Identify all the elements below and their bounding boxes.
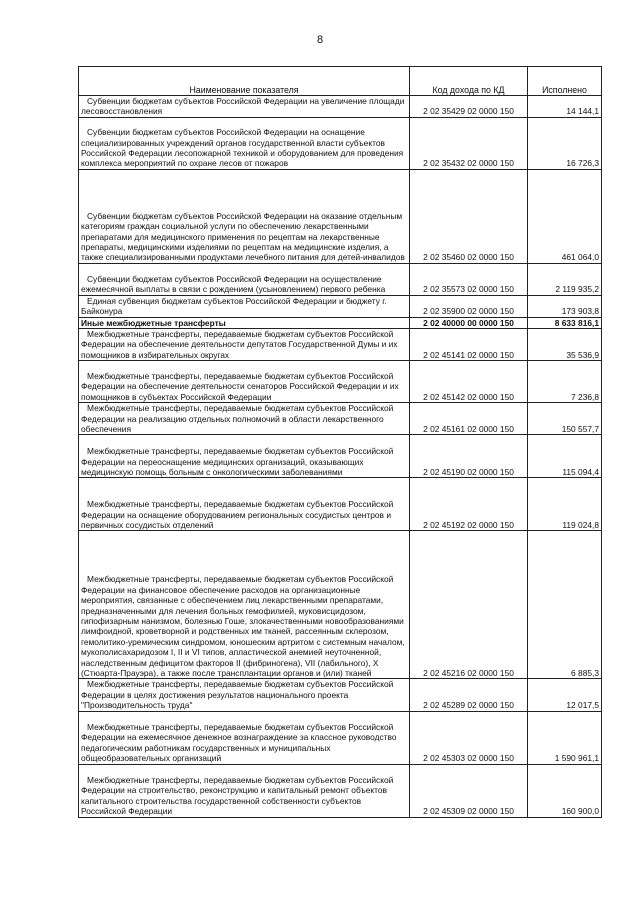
row-name: Межбюджетные трансферты, передаваемые бюджетам субъектов Российской Федерации на переоснащение медицинских организаций, оказывающих медицинскую помощь больным с онкологическими заболеваниями <box>79 435 410 478</box>
table-row <box>79 169 602 263</box>
row-name: Единая субвенция бюджетам субъектов Российской Федерации и бюджету г. Байконура <box>79 295 410 317</box>
header-name: Наименование показателя <box>79 67 410 96</box>
row-code: 2 02 45142 02 0000 150 <box>410 361 528 403</box>
row-sum: 461 064,0 <box>528 169 602 263</box>
row-code: 2 02 45289 02 0000 150 <box>410 679 528 711</box>
row-name: Межбюджетные трансферты, передаваемые бюджетам субъектов Российской Федерации на ежемесячное денежное вознаграждение за классное руководство педагогическим работникам государственных и муниципальных общеобразовательных организаций <box>79 711 410 764</box>
table-row <box>79 711 602 764</box>
table-header-row <box>79 67 602 96</box>
row-code: 2 02 45192 02 0000 150 <box>410 478 528 531</box>
row-code: 2 02 35429 02 0000 150 <box>410 96 528 118</box>
row-code: 2 02 45216 02 0000 150 <box>410 531 528 679</box>
row-code: 2 02 35460 02 0000 150 <box>410 169 528 263</box>
row-sum: 173 903,8 <box>528 295 602 317</box>
row-sum: 7 236,8 <box>528 361 602 403</box>
row-name: Межбюджетные трансферты, передаваемые бюджетам субъектов Российской Федерации на обеспечение деятельности депутатов Государственной Думы и их помощников в избирательных округах <box>79 329 410 361</box>
row-sum: 6 885,3 <box>528 531 602 679</box>
row-name: Субвенции бюджетам субъектов Российской Федерации на оказание отдельным категориям граждан социальной услуги по обеспечению лекарственными препаратами для медицинского применения по рецептам на лекарственные препараты, медицинскими изделиями по рецептам на медицинские изделия, а также специализированными продуктами лечебного питания для детей-инвалидов <box>79 169 410 263</box>
table-row <box>79 531 602 679</box>
table-row <box>79 361 602 403</box>
table-row <box>79 435 602 478</box>
row-name: Межбюджетные трансферты, передаваемые бюджетам субъектов Российской Федерации на строительство, реконструкцию и капитальный ремонт объектов капитального строительства государственной собственности субъектов Российской Федерации <box>79 764 410 817</box>
table-row <box>79 679 602 711</box>
row-name: Субвенции бюджетам субъектов Российской Федерации на оснащение специализированных учреждений органов государственной власти субъектов Российской Федерации лесопожарной техникой и оборудованием для проведения комплекса мероприятий по охране лесов от пожаров <box>79 117 410 169</box>
row-name: Субвенции бюджетам субъектов Российской Федерации на осуществление ежемесячной выплаты в связи с рождением (усыновлением) первого ребенка <box>79 263 410 295</box>
table-row <box>79 317 602 328</box>
row-code: 2 02 40000 00 0000 150 <box>410 317 528 328</box>
table-row <box>79 295 602 317</box>
table-row <box>79 478 602 531</box>
row-sum: 16 726,3 <box>528 117 602 169</box>
row-sum: 2 119 935,2 <box>528 263 602 295</box>
row-sum: 160 900,0 <box>528 764 602 817</box>
row-code: 2 02 35432 02 0000 150 <box>410 117 528 169</box>
row-code: 2 02 45161 02 0000 150 <box>410 403 528 435</box>
row-code: 2 02 45141 02 0000 150 <box>410 329 528 361</box>
row-name: Межбюджетные трансферты, передаваемые бюджетам субъектов Российской Федерации на обеспечение деятельности сенаторов Российской Федерации и их помощников в субъектах Российской Федерации <box>79 361 410 403</box>
row-code: 2 02 45190 02 0000 150 <box>410 435 528 478</box>
header-code: Код дохода по КД <box>410 67 528 96</box>
table-row <box>79 329 602 361</box>
row-code: 2 02 35573 02 0000 150 <box>410 263 528 295</box>
row-sum: 150 557,7 <box>528 403 602 435</box>
page-number: 8 <box>316 34 324 46</box>
revenue-table <box>78 66 602 818</box>
table-row <box>79 403 602 435</box>
row-name: Субвенции бюджетам субъектов Российской Федерации на увеличение площади лесовосстановления <box>79 96 410 118</box>
table-row <box>79 764 602 817</box>
table-row <box>79 96 602 118</box>
row-sum: 8 633 816,1 <box>528 317 602 328</box>
row-name: Иные межбюджетные трансферты <box>79 317 410 328</box>
row-code: 2 02 45309 02 0000 150 <box>410 764 528 817</box>
row-name: Межбюджетные трансферты, передаваемые бюджетам субъектов Российской Федерации в целях достижения результатов национального проекта "Производительность труда" <box>79 679 410 711</box>
row-code: 2 02 45303 02 0000 150 <box>410 711 528 764</box>
table-row <box>79 263 602 295</box>
row-sum: 1 590 961,1 <box>528 711 602 764</box>
row-sum: 14 144,1 <box>528 96 602 118</box>
table-row <box>79 117 602 169</box>
header-sum: Исполнено <box>528 67 602 96</box>
row-sum: 119 024,8 <box>528 478 602 531</box>
row-sum: 35 536,9 <box>528 329 602 361</box>
row-sum: 115 094,4 <box>528 435 602 478</box>
row-name: Межбюджетные трансферты, передаваемые бюджетам субъектов Российской Федерации на финансовое обеспечение расходов на организационные мероприятия, связанные с обеспечением лиц лекарственными препаратами, предназначенными для лечения больных гемофилией, муковисцидозом, гипофизарным нанизмом, болезнью Гоше, злокачественными новообразованиями лимфоидной, кроветворной и родственных им тканей, рассеянным склерозом, гемолитико-уремическим синдромом, юношеским артритом с системным началом, мукополисахаридозом I, II и VI типов, апластической анемией неуточненной, наследственным дефицитом факторов II (фибриногена), VII (лабильного), X (Стюарта-Прауэра), а также после трансплантации органов и (или) тканей <box>79 531 410 679</box>
row-name: Межбюджетные трансферты, передаваемые бюджетам субъектов Российской Федерации на реализацию отдельных полномочий в области лекарственного обеспечения <box>79 403 410 435</box>
row-code: 2 02 35900 02 0000 150 <box>410 295 528 317</box>
row-name: Межбюджетные трансферты, передаваемые бюджетам субъектов Российской Федерации на оснащение оборудованием региональных сосудистых центров и первичных сосудистых отделений <box>79 478 410 531</box>
row-sum: 12 017,5 <box>528 679 602 711</box>
